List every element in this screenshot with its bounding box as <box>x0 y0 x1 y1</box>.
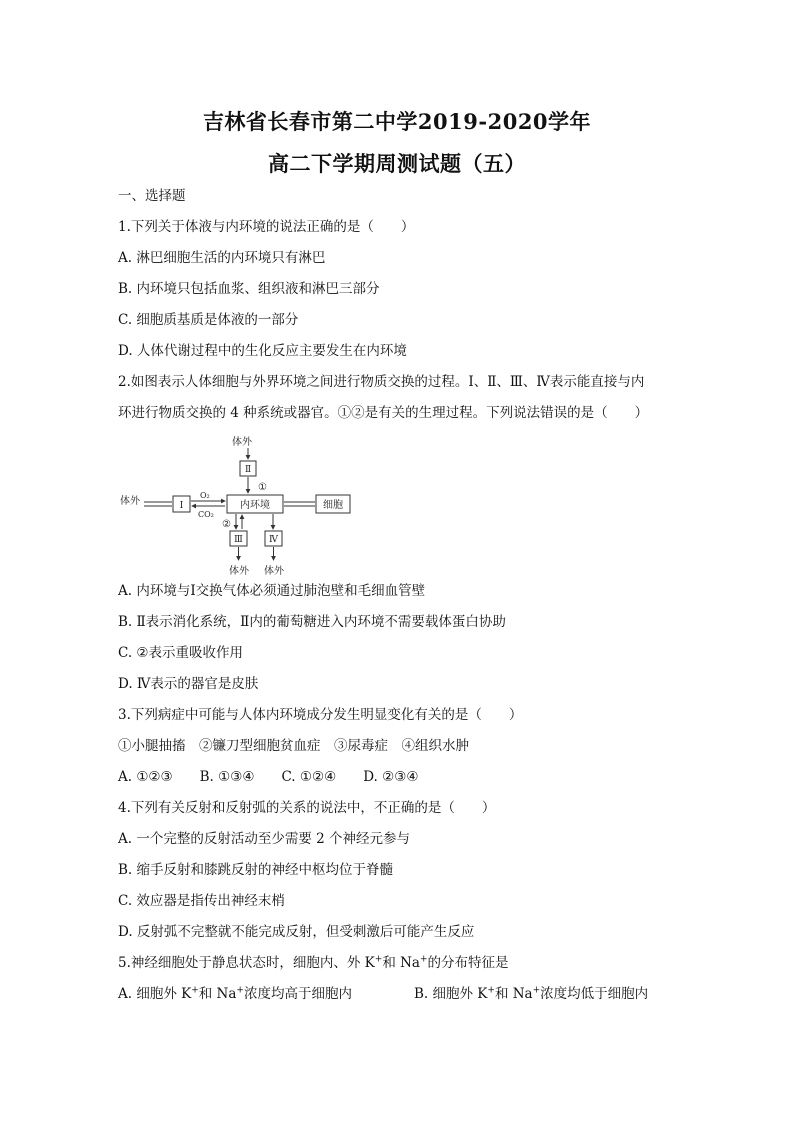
diagram-co2: CO₂ <box>198 510 214 519</box>
q5-b-part2: 和 Na <box>494 986 533 1002</box>
box-iv-label: Ⅳ <box>269 535 278 545</box>
q3-items: ①小腿抽搐 ②镰刀型细胞贫血症 ③尿毒症 ④组织水肿 <box>118 738 469 754</box>
q5-b-part3: 浓度均低于细胞内 <box>540 986 649 1002</box>
box-internal-env-label: 内环境 <box>240 500 270 511</box>
q5-stem-part1: 5.神经细胞处于静息状态时，细胞内、外 K <box>118 955 375 971</box>
q5-b-sup-na: + <box>532 985 541 996</box>
q5-b-sup-k: + <box>487 985 495 996</box>
q3-options: A. ①②③ B. ①③④ C. ①②④ D. ②③④ <box>118 769 419 785</box>
diagram-mark-1: ① <box>258 482 267 493</box>
q2-option-d: D. Ⅳ表示的器官是皮肤 <box>118 676 259 692</box>
diagram-mark-2: ② <box>222 519 231 530</box>
q5-a-part1: A. 细胞外 K <box>118 986 192 1002</box>
q2-option-c: C. ②表示重吸收作用 <box>118 645 244 661</box>
q1-option-b: B. 内环境只包括血浆、组织液和淋巴三部分 <box>118 281 380 297</box>
q1-stem: 1.下列关于体液与内环境的说法正确的是（ ） <box>118 219 415 235</box>
q2-stem-line1: 2.如图表示人体细胞与外界环境之间进行物质交换的过程。Ⅰ、Ⅱ、Ⅲ、Ⅳ表示能直接与内 <box>118 374 645 390</box>
q2-option-b: B. Ⅱ表示消化系统，Ⅱ内的葡萄糖进入内环境不需要载体蛋白协助 <box>118 614 506 630</box>
box-ii-label: Ⅱ <box>244 465 252 475</box>
diagram-outside-bottom-left: 体外 <box>229 566 249 577</box>
box-cell-label: 细胞 <box>323 500 343 511</box>
q3-stem: 3.下列病症中可能与人体内环境成分发生明显变化有关的是（ ） <box>118 707 523 723</box>
exam-title-line2: 高二下学期周测试题（五） <box>268 151 526 176</box>
q5-a-part3: 浓度均高于细胞内 <box>243 986 352 1002</box>
q5-stem-part3: 的分布特征是 <box>427 955 509 971</box>
q5-a-part2: 和 Na <box>198 986 237 1002</box>
q5-a-sup-na: + <box>236 985 244 996</box>
q2-stem-line2: 环进行物质交换的 4 种系统或器官。①②是有关的生理过程。下列说法错误的是（ ） <box>118 405 649 421</box>
q1-option-d: D. 人体代谢过程中的生化反应主要发生在内环境 <box>118 343 407 359</box>
diagram-outside-left: 体外 <box>120 496 140 507</box>
q5-sup-na: + <box>419 954 428 965</box>
box-i-label: Ⅰ <box>179 501 184 511</box>
q4-option-c: C. 效应器是指传出神经末梢 <box>118 893 285 909</box>
exam-title-line1: 吉林省长春市第二中学2019-2020学年 <box>202 109 592 134</box>
q5-sup-k: + <box>374 954 383 965</box>
diagram-outside-top: 体外 <box>232 437 252 448</box>
q5-option-b <box>414 985 648 1003</box>
q4-option-a: A. 一个完整的反射活动至少需要 2 个神经元参与 <box>118 831 411 847</box>
q5-stem <box>118 954 509 972</box>
q4-option-d: D. 反射弧不完整就不能完成反射，但受刺激后可能产生反应 <box>118 924 475 940</box>
q1-option-a: A. 淋巴细胞生活的内环境只有淋巴 <box>118 250 326 266</box>
box-iii-label: Ⅲ <box>234 535 243 545</box>
q5-a-sup-k: + <box>191 985 199 996</box>
q4-stem: 4.下列有关反射和反射弧的关系的说法中，不正确的是（ ） <box>118 800 496 816</box>
q5-b-part1: B. 细胞外 K <box>414 986 488 1002</box>
section-heading: 一、选择题 <box>118 188 186 204</box>
q1-option-c: C. 细胞质基质是体液的一部分 <box>118 312 299 328</box>
q5-option-a <box>118 985 352 1003</box>
diagram-o2: O₂ <box>200 491 210 500</box>
diagram-outside-bottom-right: 体外 <box>264 566 284 577</box>
q5-stem-part2: 和 Na <box>382 955 420 971</box>
q2-option-a: A. 内环境与Ⅰ交换气体必须通过肺泡壁和毛细血管壁 <box>118 583 426 599</box>
exchange-diagram <box>118 432 358 582</box>
q4-option-b: B. 缩手反射和膝跳反射的神经中枢均位于脊髓 <box>118 862 394 878</box>
